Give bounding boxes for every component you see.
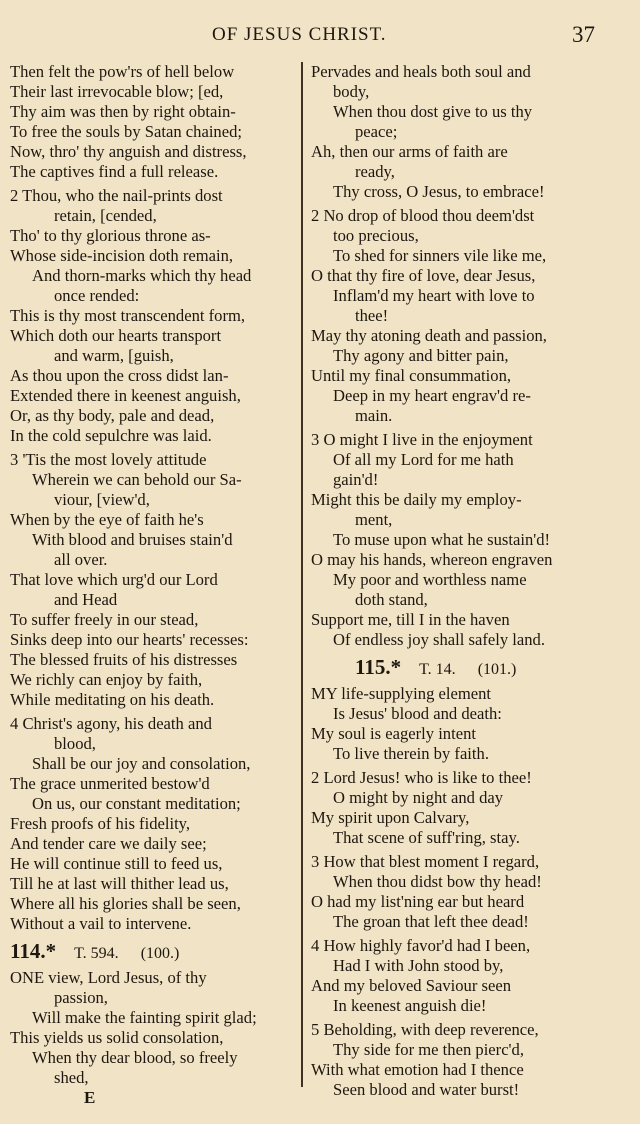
verse-line: 3 How that blest moment I regard, — [311, 852, 540, 871]
verse-line: Whose side-incision doth remain, — [10, 246, 234, 265]
verse-line: Seen blood and water burst! — [333, 1080, 520, 1099]
verse-line: Thy cross, O Jesus, to embrace! — [333, 182, 545, 201]
verse-line: shed, — [54, 1068, 89, 1087]
verse-line: Or, as thy body, pale and dead, — [10, 406, 215, 425]
verse-line: To muse upon what he sustain'd! — [333, 530, 551, 549]
hymn-number: 114.* — [10, 939, 57, 963]
hymn-tune: T. 594. — [74, 945, 119, 962]
verse-line: Shall be our joy and consolation, — [32, 754, 251, 773]
verse-line: 2 Lord Jesus! who is like to thee! — [311, 768, 532, 787]
verse-line: 4 How highly favor'd had I been, — [311, 936, 531, 955]
verse-line: 4 Christ's agony, his death and — [10, 714, 212, 733]
verse-line: Thy agony and bitter pain, — [333, 346, 509, 365]
left-column — [10, 62, 298, 1088]
verse-line: doth stand, — [355, 590, 428, 609]
verse-line: Then felt the pow'rs of hell below — [10, 62, 235, 81]
verse-line: Sinks deep into our hearts' recesses: — [10, 630, 249, 649]
verse-line: Wherein we can behold our Sa- — [32, 470, 242, 489]
verse-line: That scene of suff'ring, stay. — [333, 828, 520, 847]
verse-line: Till he at last will thither lead us, — [10, 874, 229, 893]
verse-line: He will continue still to feed us, — [10, 854, 223, 873]
header-title: OF JESUS CHRIST. — [212, 24, 387, 45]
verse-line: and warm, [guish, — [54, 346, 174, 365]
verse-line: 2 No drop of blood thou deem'dst — [311, 206, 535, 225]
verse-line: Tho' to thy glorious throne as- — [10, 226, 211, 245]
verse-line: When thou dost give to us thy — [333, 102, 533, 121]
verse-line: main. — [355, 406, 393, 425]
verse-line: Inflam'd my heart with love to — [333, 286, 535, 305]
hymn-meter: (100.) — [140, 945, 180, 962]
verse-line: Thy aim was then by right obtain- — [10, 102, 236, 121]
verse-line: Might this be daily my employ- — [311, 490, 522, 509]
verse-line: And my beloved Saviour seen — [311, 976, 512, 995]
page-number: 37 — [572, 22, 595, 47]
verse-line: Their last irrevocable blow; [ed, — [10, 82, 224, 101]
verse-line: ONE view, Lord Jesus, of thy — [10, 968, 207, 987]
verse-line: ready, — [355, 162, 395, 181]
verse-line: In the cold sepulchre was laid. — [10, 426, 212, 445]
verse-line: Which doth our hearts transport — [10, 326, 222, 345]
verse-line: all over. — [54, 550, 108, 569]
verse-line: gain'd! — [333, 470, 379, 489]
verse-line: O might by night and day — [333, 788, 504, 807]
hymn-115-heading — [311, 650, 604, 684]
verse-line: Of endless joy shall safely land. — [333, 630, 545, 649]
verse-line: The blessed fruits of his distresses — [10, 650, 238, 669]
verse-line: too precious, — [333, 226, 419, 245]
verse-line: O had my list'ning ear but heard — [311, 892, 525, 911]
verse-line: O that thy fire of love, dear Jesus, — [311, 266, 536, 285]
verse-line: My soul is eagerly intent — [311, 724, 476, 743]
verse-line: O may his hands, whereon engraven — [311, 550, 553, 569]
running-header — [0, 20, 640, 50]
verse-line: ment, — [355, 510, 393, 529]
column-divider — [301, 62, 303, 1087]
verse-line: To live therein by faith. — [333, 744, 489, 763]
verse-line: To free the souls by Satan chained; — [10, 122, 243, 141]
verse-line: This yields us solid consolation, — [10, 1028, 224, 1047]
verse-line: While meditating on his death. — [10, 690, 215, 709]
right-column — [311, 62, 604, 1100]
verse-line: And thorn-marks which thy head — [32, 266, 252, 285]
verse-line: thee! — [355, 306, 389, 325]
verse-line: The grace unmerited bestow'd — [10, 774, 210, 793]
hymn-number: 115.* — [355, 655, 402, 679]
verse-line: Until my final consummation, — [311, 366, 512, 385]
verse-line: 3 'Tis the most lovely attitude — [10, 450, 207, 469]
verse-line: The groan that left thee dead! — [333, 912, 529, 931]
verse-line: Is Jesus' blood and death: — [333, 704, 502, 723]
verse-line: peace; — [355, 122, 398, 141]
verse-line: My spirit upon Calvary, — [311, 808, 470, 827]
verse-line: We richly can enjoy by faith, — [10, 670, 203, 689]
verse-line: Extended there in keenest anguish, — [10, 386, 241, 405]
verse-line: When thou didst bow thy head! — [333, 872, 542, 891]
verse-line: retain, [cended, — [54, 206, 157, 225]
verse-line: body, — [333, 82, 370, 101]
verse-line: When by the eye of faith he's — [10, 510, 204, 529]
verse-line: The captives find a full release. — [10, 162, 219, 181]
verse-line: In keenest anguish die! — [333, 996, 487, 1015]
hymn-meter: (101.) — [477, 661, 517, 678]
verse-line: Of all my Lord for me hath — [333, 450, 514, 469]
left-column-lines-end — [10, 968, 298, 1088]
verse-line: 2 Thou, who the nail-prints dost — [10, 186, 223, 205]
right-column-lines — [311, 62, 604, 650]
verse-line: passion, — [54, 988, 108, 1007]
verse-line: and Head — [54, 590, 118, 609]
verse-line: Support me, till I in the haven — [311, 610, 510, 629]
verse-line: When thy dear blood, so freely — [32, 1048, 238, 1067]
verse-line: viour, [view'd, — [54, 490, 150, 509]
verse-line: Now, thro' thy anguish and distress, — [10, 142, 247, 161]
verse-line: As thou upon the cross didst lan- — [10, 366, 229, 385]
verse-line: On us, our constant meditation; — [32, 794, 241, 813]
verse-line: Fresh proofs of his fidelity, — [10, 814, 191, 833]
right-column-lines-end — [311, 684, 604, 1100]
verse-line: blood, — [54, 734, 96, 753]
verse-line: 3 O might I live in the enjoyment — [311, 430, 533, 449]
verse-line: 5 Beholding, with deep reverence, — [311, 1020, 539, 1039]
hymn-114-heading — [10, 934, 298, 968]
left-column-lines — [10, 62, 298, 934]
verse-line: With what emotion had I thence — [311, 1060, 524, 1079]
verse-line: This is thy most transcendent form, — [10, 306, 246, 325]
verse-line: With blood and bruises stain'd — [32, 530, 233, 549]
verse-line: MY life-supplying element — [311, 684, 492, 703]
verse-line: Without a vail to intervene. — [10, 914, 192, 933]
verse-line: Pervades and heals both soul and — [311, 62, 531, 81]
verse-line: Will make the fainting spirit glad; — [32, 1008, 257, 1027]
verse-line: And tender care we daily see; — [10, 834, 207, 853]
verse-line: Ah, then our arms of faith are — [311, 142, 508, 161]
verse-line: To shed for sinners vile like me, — [333, 246, 547, 265]
verse-line: To suffer freely in our stead, — [10, 610, 199, 629]
verse-line: Where all his glories shall be seen, — [10, 894, 241, 913]
signature-mark: E — [84, 1088, 96, 1107]
verse-line: once rended: — [54, 286, 140, 305]
verse-line: Thy side for me then pierc'd, — [333, 1040, 524, 1059]
verse-line: Deep in my heart engrav'd re- — [333, 386, 531, 405]
hymn-tune: T. 14. — [419, 661, 456, 678]
verse-line: That love which urg'd our Lord — [10, 570, 218, 589]
verse-line: My poor and worthless name — [333, 570, 527, 589]
verse-line: Had I with John stood by, — [333, 956, 504, 975]
verse-line: May thy atoning death and passion, — [311, 326, 547, 345]
